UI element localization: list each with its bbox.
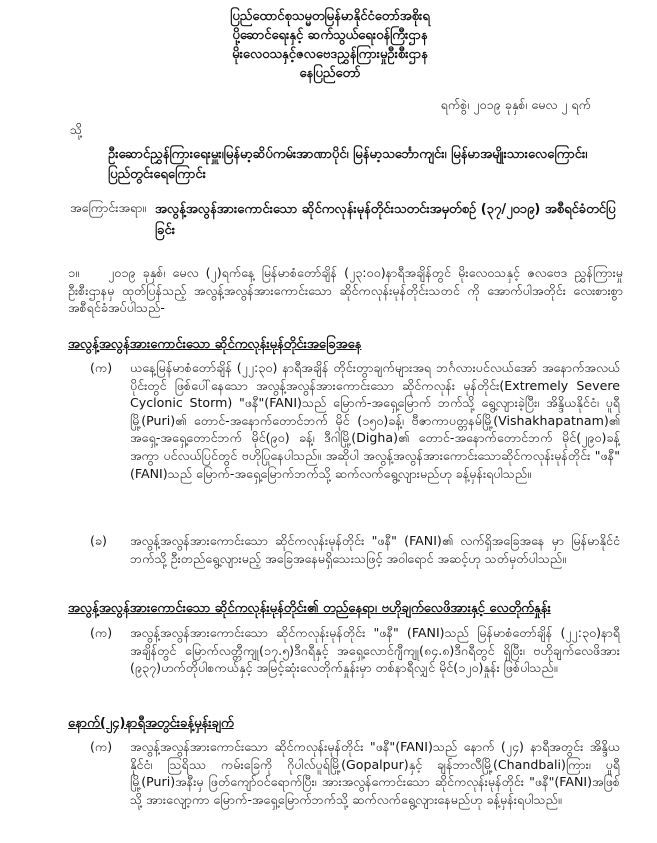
item-marker: (က) — [90, 360, 113, 375]
list-item — [90, 738, 620, 808]
item-text: အလွန့်အလွန်အားကောင်းသော ဆိုင်ကလုန်းမုန်တိုင်း "ဖနီ"(FANI)သည် နောက် (၂၄) နာရီအတွင်း အိန္ဒိယနိုင်ငံ၊ ဩရိဿ ကမ်းခြေကို ဂိုပါလ်ပူရ်မြို့(Gopalpur)နှင့် ချန်ဘာလီမြို့(Chandbali)ကြား၊ ပူရီမြို့(Puri)အနီးမှ ဖြတ်ကျော်ဝင်ရောက်ပြီး၊ အားအလွန်ကောင်းသော ဆိုင်ကလုန်းမုန်တိုင်း "ဖနီ"(FANI)အဖြစ်သို့ အားလျော့ကာ မြောက်-အရှေ့မြောက်ဘက်သို့ ဆက်လက်ရွေ့လျားနေမည်ဟု ခန့်မှန်းရပါသည်။ — [130, 739, 620, 807]
subject: အလွန့်အလွန်အားကောင်းသော ဆိုင်ကလုန်းမုန်တိုင်းသတင်းအမှတ်စဉ် (၃၇/၂၀၁၉) အစီရင်ခံတင်ပြခြင်း — [155, 202, 616, 238]
item-marker: (က) — [90, 739, 113, 754]
item-text: အလွန့်အလွန်အားကောင်းသော ဆိုင်ကလုန်းမုန်တိုင်း "ဖနီ" (FANI)သည် မြန်မာစံတော်ချိန် (၂၂:၃၀)နာရီအချိန်တွင် မြောက်လတ္တီကျု(၁၇.၅)ဒီဂရီနှင့် အရှေ့လောင်ဂျီကျု(၈၄.၈)ဒီဂရီတွင် ရှိပြီး၊ ဗဟိုချက်လေဖိအား (၉၃၇)ဟက်တိုပါစကယ်နှင့် အမြင့်ဆုံးလေတိုက်နှုန်းမှာ တစ်နာရီလျှင် မိုင်(၁၂၀)နှုန်း ဖြစ်ပါသည်။ — [130, 625, 620, 676]
item-marker: (ခ) — [90, 533, 107, 548]
header-ministry: ပို့ဆောင်ရေးနှင့် ဆက်သွယ်ရေးဝန်ကြီးဌာန — [232, 28, 428, 43]
section-title-storm-status: အလွန့်အလွန်အားကောင်းသော ဆိုင်ကလုန်းမုန်တိုင်းအခြေအနေ — [68, 337, 362, 352]
intro-number: ၁။ — [68, 265, 79, 280]
to-label: သို့ — [70, 122, 83, 137]
list-item — [90, 532, 620, 567]
header-department: မိုးလေဝသနှင့်ဇလဗေဒညွှန်ကြားမှုဦးစီးဌာန — [232, 47, 428, 62]
subject-label: အကြောင်းအရာ။ — [70, 200, 147, 215]
intro-text: ၂၀၁၉ ခုနှစ်၊ မေလ (၂)ရက်နေ့ မြန်မာစံတော်ချိန် (၂၃:၀၀)နာရီအချိန်တွင် မိုးလေဝသနှင့် ဇလဗေဒ ညွှန်ကြားမှုဦးစီးဌာနမှ ထုတ်ပြန်သည့် အလွန့်အလွန်အားကောင်းသော ဆိုင်ကလုန်းမုန်တိုင်းသတင် ကို အောက်ပါအတိုင်း လေးစားစွာ အစီရင်ခံအပ်ပါသည်- — [68, 265, 623, 316]
item-marker: (က) — [90, 625, 113, 640]
section-title-storm-position: အလွန့်အလွန်အားကောင်းသော ဆိုင်ကလုန်းမုန်တိုင်း၏ တည်နေရာ၊ ဗဟိုချက်လေဖိအားနှင့် လေတိုက်နှုန်း — [68, 601, 551, 616]
section-title-forecast: နောက်(၂၄)နာရီအတွင်းခန့်မှန်းချက် — [68, 716, 234, 731]
header-government: ပြည်ထောင်စုသမ္မတမြန်မာနိုင်ငံတော်အစိုးရ — [230, 9, 430, 24]
item-text: ယနေ့မြန်မာစံတော်ချိန် (၂၂:၃၀) နာရီအချိန် တိုင်းတွာချက်များအရ ဘင်္ဂလားပင်လယ်အော် အနောက်အလယ်ပိုင်းတွင် ဖြစ်ပေါ်နေသော အလွန့်အလွန်အားကောင်းသော ဆိုင်ကလုန်း မုန်တိုင်း(Extremely Severe Cyclonic Storm) "ဖနီ"(FANI)သည် မြောက်-အရှေ့မြောက် ဘက်သို့ ရွေ့လျားခဲ့ပြီး၊ အိန္ဒိယနိုင်ငံ၊ ပူရီမြို့(Puri)၏ တောင်-အနောက်တောင်ဘက် မိုင် (၁၅၀)ခန့်၊ ဗီဇာကာပတ္တနမ်မြို့(Vishakhapatnam)၏ အရှေ့-အရှေ့တောင်ဘက် မိုင်(၉၀) ခန့်၊ ဒီဂါမြို့(Digha)၏ တောင်-အနောက်တောင်ဘက် မိုင်(၂၉၀)ခန့်အကွာ ပင်လယ်ပြင်တွင် ဗဟိုပြုနေပါသည်။ အဆိုပါ အလွန့်အလွန်အားကောင်းသောဆိုင်ကလုန်းမုန်တိုင်း "ဖနီ" (FANI)သည် မြောက်-အရှေ့မြောက်ဘက်သို့ ဆက်လက်ရွေ့လျားမည်ဟု ခန့်မှန်းရပါသည်။ — [130, 360, 620, 481]
list-item — [90, 624, 620, 677]
list-item — [90, 359, 620, 482]
intro-paragraph — [68, 264, 623, 317]
item-text: အလွန့်အလွန်အားကောင်းသော ဆိုင်ကလုန်းမုန်တိုင်း "ဖနီ" (FANI)၏ လက်ရှိအခြေအနေ မှာ မြန်မာနိုင်ငံဘက်သို့ ဦးတည်ရွေ့လျားမည့် အခြေအနေမရှိသေးသဖြင့် အဝါရောင် အဆင့်ဟု သတ်မှတ်ပါသည်။ — [130, 533, 620, 566]
document-date: ရက်စွဲ၊ ၂၀၁၉ ခုနှစ်၊ မေလ ၂ ရက် — [440, 97, 591, 112]
recipients: ဦးဆောင်ညွှန်ကြားရေးမှူး၊မြန်မာ့ဆိပ်ကမ်းအာဏာပိုင်၊ မြန်မာ့သင်္ဘောကျင်း၊ မြန်မာအမျိုးသားလေကြောင်း၊ ပြည်တွင်းရေကြောင်း — [108, 147, 588, 182]
header-city: နေပြည်တော် — [299, 66, 361, 81]
